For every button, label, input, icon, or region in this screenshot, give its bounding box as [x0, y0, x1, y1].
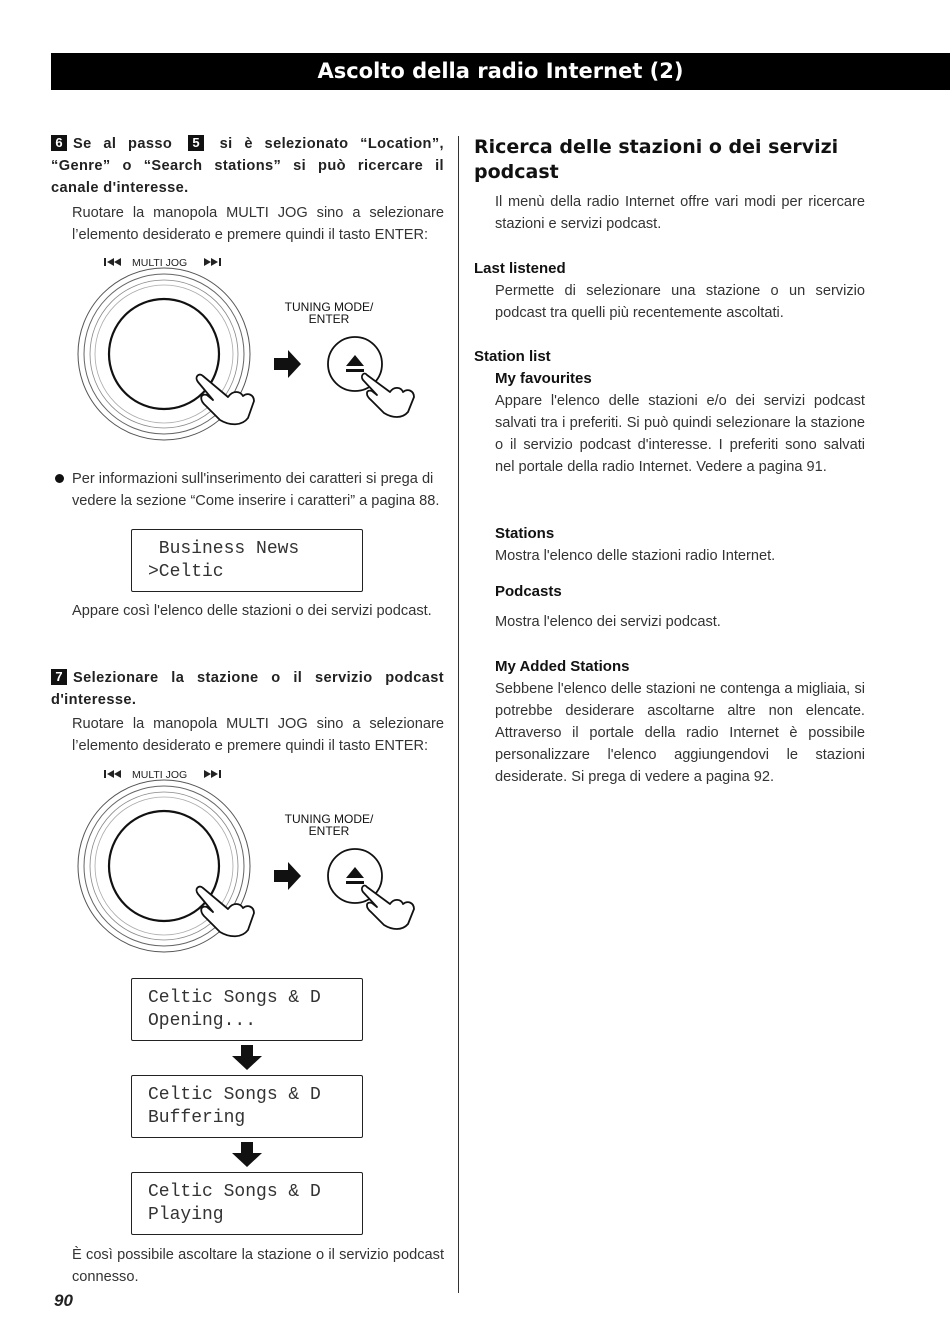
jog-enter-diagram-2 — [70, 762, 450, 967]
closing-note: È così possibile ascoltare la stazione o il servizio podcast connesso. — [72, 1247, 444, 1285]
page-title: Ascolto della radio Internet (2) — [51, 53, 950, 90]
my-favourites-text: Appare l'elenco delle stazioni e/o dei servizi podcast salvati tra i preferiti. Si può quindi selezionare la stazione o il servizio podcast d'interesse. I preferiti sono salvati nel portale della radio Internet. Vedere a pagina 91. — [495, 393, 865, 475]
stations-title: Stations — [495, 525, 555, 542]
lcd-line-2: >Celtic — [148, 562, 224, 582]
lcd-line-1: Celtic Songs & D — [148, 988, 321, 1008]
stations-text: Mostra l'elenco delle stazioni radio Internet. — [495, 548, 776, 564]
bullet-note: Per informazioni sull'inserimento dei caratteri si prega di vedere la sezione “Come inserire i caratteri” a pagina 88. — [72, 471, 440, 509]
station-list-title: Station list — [474, 348, 551, 365]
lcd-display-1 — [131, 529, 363, 592]
enter-label-line-1: TUNING MODE/ — [284, 300, 374, 314]
step-6-heading-text-a: Se al passo — [73, 136, 184, 152]
hand-pointer-icon — [362, 374, 414, 417]
lcd-display-playing — [131, 1172, 363, 1235]
lcd-display-opening — [131, 978, 363, 1041]
bullet-icon — [55, 474, 64, 483]
skip-back-icon — [104, 770, 121, 778]
lcd-line-1: Celtic Songs & D — [148, 1085, 321, 1105]
last-listened-title: Last listened — [474, 260, 566, 277]
arrow-right-icon — [274, 862, 301, 890]
skip-back-icon — [104, 258, 121, 266]
column-divider — [458, 136, 459, 1293]
lcd-line-2: Opening... — [148, 1011, 257, 1031]
my-added-stations-title: My Added Stations — [495, 658, 630, 675]
enter-label-line-1: TUNING MODE/ — [284, 812, 374, 826]
podcasts-title: Podcasts — [495, 583, 562, 600]
my-added-stations-text: Sebbene l'elenco delle stazioni ne contenga a migliaia, si potrebbe desiderare ascoltarne altre non elencate. Attraverso il portale della radio Internet è possibile personalizzare l'elenco aggiungendovi le stazioni desiderate. Si prega di vedere a pagina 92. — [495, 681, 865, 785]
page-number: 90 — [54, 1291, 73, 1310]
last-listened-text: Permette di selezionare una stazione o un servizio podcast tra quelli più recentemente ascoltati. — [495, 283, 865, 321]
jog-enter-diagram — [70, 250, 450, 455]
lcd-line-2: Buffering — [148, 1108, 246, 1128]
step-reference-badge: 5 — [188, 135, 204, 151]
lcd-line-1: Business News — [148, 539, 300, 559]
skip-forward-icon — [204, 258, 221, 266]
podcasts-text: Mostra l'elenco dei servizi podcast. — [495, 614, 721, 630]
enter-label-line-2: ENTER — [308, 312, 350, 326]
step-7-instruction: Ruotare la manopola MULTI JOG sino a selezionare l’elemento desiderato e premere quindi il tasto ENTER: — [72, 716, 444, 754]
step-6-instruction: Ruotare la manopola MULTI JOG sino a selezionare l’elemento desiderato e premere quindi il tasto ENTER: — [72, 205, 444, 243]
jog-label: MULTI JOG — [132, 257, 188, 269]
lcd-1-caption: Appare così l'elenco delle stazioni o dei servizi podcast. — [72, 603, 432, 619]
step-7-heading — [51, 667, 444, 711]
section-heading: Ricerca delle stazioni o dei servizi podcast — [474, 136, 839, 183]
step-number-badge: 6 — [51, 135, 67, 151]
my-favourites-title: My favourites — [495, 370, 592, 387]
step-7-heading-text: Selezionare la stazione o il servizio podcast d'interesse. — [51, 670, 444, 708]
arrow-right-icon — [274, 350, 301, 378]
arrow-down-icon — [231, 1142, 263, 1168]
lcd-display-buffering — [131, 1075, 363, 1138]
jog-label: MULTI JOG — [132, 769, 188, 781]
step-6-heading — [51, 133, 444, 199]
section-intro: Il menù della radio Internet offre vari modi per ricercare stazioni e servizi podcast. — [495, 194, 865, 232]
skip-forward-icon — [204, 770, 221, 778]
arrow-down-icon — [231, 1045, 263, 1071]
hand-pointer-icon — [362, 886, 414, 929]
lcd-line-1: Celtic Songs & D — [148, 1182, 321, 1202]
lcd-line-2: Playing — [148, 1205, 224, 1225]
step-6-heading-text-b: si è selezionato “Location”, “Genre” o “Search stations” si può ricercare il canale d'interesse. — [51, 136, 444, 196]
enter-label-line-2: ENTER — [308, 824, 350, 838]
step-number-badge: 7 — [51, 669, 67, 685]
